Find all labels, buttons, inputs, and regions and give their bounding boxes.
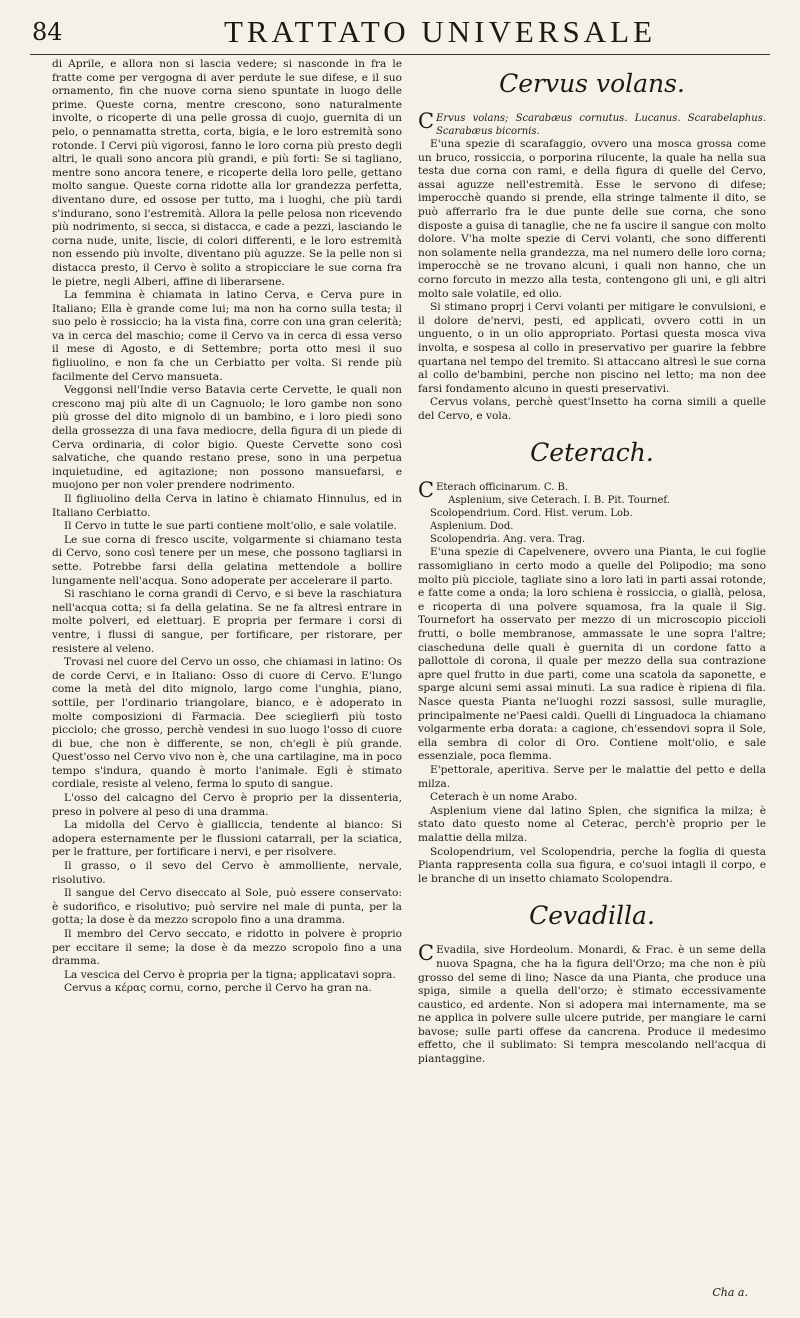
catchword: Cha a.: [712, 1286, 748, 1299]
paragraph: Ceterach è un nome Arabo.: [430, 791, 578, 804]
paragraph: E'una spezie di scarafaggio, ovvero una mosca grossa come un bruco, rossiccia, o porporina rilucente, la quale ha nella sua testa due corna con rami, e della figura di quelle del Cervo, assai aguzze nell'estremità. Esse le servono di difese; imperocchè quando si prende, ella stringe talmente il dito, se può afferrarlo fra le due punte delle sue corna, che sono disposte a guisa di tanaglie, che ne fa uscire il sangue con molto dolore. V'ha molte spezie di Cervi volanti, che sono differenti non solamente nella grandezza, ma nel numero delle loro corna; imperocchè se ne trovano alcuni, i quali non hanno, che un corno forcuto in mezzo alla testa, contengono gli uni, e gli altri molto sale volatile, ed olio.: [418, 138, 766, 300]
paragraph: Si raschiano le corna grandi di Cervo, e si beve la raschiatura nell'acqua cotta; si fa della gelatina. Se ne fa altresì entrare in molte polveri, ed elettuarj. E propria per fermare i corsi di ventre, i flussi di sangue, per fortificare, per ristorare, per resistere al veleno.: [52, 588, 402, 655]
synonym-line: Scolopendria. Ang. vera. Trag.: [430, 534, 586, 546]
entry-heading-cevadilla: Cevadilla.: [529, 901, 655, 931]
synonyms: [418, 109, 766, 138]
synonym-line: Asplenium. Dod.: [430, 521, 514, 533]
paragraph: Veggonsi nell'Indie verso Batavia certe Cervette, le quali non crescono maj più alte di un Cagnuolo; le loro gambe non sono più grosse del dito mignolo di un bambino, e i loro piedi sono della grossezza di una fava mediocre, della figura di un piede di Cerva ordinaria, di color bigio. Queste Cervette sono così salvatiche, che quando restano prese, sono in una perpetua inquietudine, ed agitazione; non possono mansuefarsi, e muojono per non voler prendere nodrimento.: [52, 384, 402, 492]
page-header: [30, 10, 770, 55]
synonym-line: Ervus volans; Scarabæus cornutus. Lucanus. Scarabelaphus. Scarabæus bicornis.: [436, 113, 766, 137]
paragraph: Si stimano proprj i Cervi volanti per mitigare le convulsioni, e il dolore de'nervi, pesti, ed applicati, ovvero cotti in un unguento, o in un olio appropriato. Portasi questa mosca viva involta, e sospesa al collo in preservativo per guarire la febbre quartana nel tempo del tremito. Si attaccano altresì le sue corna al collo de'bambini, perche non piscino nel letto; ma non dee farsi fondamento alcuno in questi preservativi.: [418, 301, 766, 395]
entry-heading-ceterach: Ceterach.: [530, 438, 654, 468]
paragraph: Cervus a κέρας cornu, corno, perche il Cervo ha gran na.: [64, 982, 372, 995]
running-title: TRATTATO UNIVERSALE: [223, 14, 656, 49]
paragraph: Il membro del Cervo seccato, e ridotto in polvere è proprio per eccitare il seme; la dose è da mezzo scropolo fino a una dramma.: [52, 928, 402, 968]
paragraph: Scolopendrium, vel Scolopendria, perche la foglia di questa Pianta rappresenta colla sua figura, e co'suoi intagli il corpo, e le branche di un insetto chiamato Scolopendra.: [418, 845, 766, 885]
left-column: [52, 58, 402, 996]
paragraph: Il grasso, o il sevo del Cervo è ammolliente, nervale, risolutivo.: [52, 860, 402, 886]
paragraph: E'una spezie di Capelvenere, ovvero una Pianta, le cui foglie rassomigliano in certo modo a quelle del Polipodio; ma sono molto più picciole, tagliate sino a loro lati in parti assai rotonde, e fatte come a onda; la loro schiena è rossiccia, o giallà, pelosa, e ricoperta di una polvere squamosa, fra la quale il Sig. Tournefort ha osservato per mezzo di un microscopio piccioli frutti, o bolle membranose, ammassate le une sopra l'altre; ciascheduna delle quali è guernita di un cordone fatto a pallottole di corona, il quale per mezzo della sua contrazione apre quel frutto in due parti, come una scatola da saponette, e sparge alcuni semi assai minuti. La sua radice è ripiena di fila. Nasce questa Pianta ne'luoghi rozzi sassosi, sulle muraglie, principalmente ne'Paesi caldi. Quelli di Linguadoca la chiamano volgarmente erba dorata: a cagione, ch'essendovi sopra il Sole, ella sembra di color di Oro. Contiene molt'olio, e sale essenziale, poca flemma.: [418, 546, 766, 763]
paragraph: La femmina è chiamata in latino Cerva, e Cerva pure in Italiano; Ella è grande come lui; ma non ha corno sulla testa; il suo pelo è rossiccio; ha la vista fina, corre con una gran celerità; va in cerca del maschio; come il Cervo va in cerca di essa verso il mese di Agosto, e di Settembre; porta otto mesi il suo figliuolino, e non fa che un Cerbiatto per volta. Si rende più facilmente del Cervo mansueta.: [52, 289, 402, 383]
synonym-line: Asplenium, sive Ceterach. I. B. Pit. Tournef.: [448, 495, 670, 507]
paragraph: Trovasi nel cuore del Cervo un osso, che chiamasi in latino: Os de corde Cervi, e in Italiano: Osso di cuore di Cervo. E'lungo come la metà del dito mignolo, largo come l'unghia, piano, sottile, per l'ordinario triangolare, bianco, e è adoperato in molte composizioni di Farmacia. Dee scieglierfi più tosto picciolo; che grosso, perchè vendesi in suo luogo l'osso di cuore di bue, che non è differente, se non, ch'egli è più grande. Quest'osso nel Cervo vivo non è, che una cartilagine, ma in poco tempo s'indura, quando è morto l'animale. Egli è stimato cordiale, resiste al veleno, ferma lo sputo di sangue.: [52, 656, 402, 791]
right-column: [418, 58, 766, 1067]
synonym-line: Scolopendrium. Cord. Hist. verum. Lob.: [430, 508, 633, 520]
paragraph-text: Evadila, sive Hordeolum. Monardi, & Frac. è un seme della nuova Spagna, che ha la figura dell'Orzo; ma che non è più grosso del seme di lino; Nasce da una Pianta, che produce una spiga, simile a quella dell'orzo; è stimato eccessivamente caustico, ed ardente. Non si adopera mai internamente, ma se ne applica in polvere sulle ulcere putride, per mangiare le carni bavose; sulle parti offese da cancrena. Produce il medesimo effetto, che il sublimato: Si tempra mescolando nell'acqua di piantaggine.: [418, 944, 766, 1066]
entry-heading-cervus-volans: Cervus volans.: [499, 69, 685, 98]
paragraph: di Aprile, e allora non si lascia vedere; si nasconde in fra le fratte come per vergogna di aver perdute le sue difese, e il suo ornamento, fin che nuove corna sieno spuntate in luogo delle prime. Queste corna, mentre crescono, sono naturalmente involte, o ricoperte di una pelle grossa di cuojo, guernita di un pelo, o pennamatta stretta, corta, bigia, e le loro estremità sono rotonde. I Cervi più vigorosi, fanno le loro corna più presto degli altri, le quali sono ancora più grandi, e più forti: Se si tagliano, mentre sono ancora tenere, e ricoperte della loro pelle, gettano molto sangue. Queste corna ridotte alla lor grandezza perfetta, diventano dure, ed ossose per tutto, ma i luoghi, che più tardi s'indurano, sono l'estremità. Allora la pelle pelosa non ricevendo più nodrimento, si secca, si distacca, e cade a pezzi, lasciando le corna nude, unite, liscie, di colori differenti, e le loro estremità non essendo più involte, diventano più aguzze. Se la pelle non si distacca presto, il Cervo è solito a stropicciare le sue corna fra le pietre, negli Alberi, affine di liberarsene.: [52, 58, 402, 288]
paragraph: La vescica del Cervo è propria per la tigna; applicatavi sopra.: [64, 968, 396, 981]
drop-cap-c: C: [418, 109, 435, 133]
paragraph: Le sue corna di fresco uscite, volgarmente si chiamano testa di Cervo, sono così tenere per un mese, che possono tagliarsi in sette. Potrebbe farsi della gelatina mettendole a bollire lungamente nell'acqua. Sono adoperate per accelerare il parto.: [52, 533, 402, 587]
paragraph: Cervus volans, perchè quest'Insetto ha corna simili a quelle del Cervo, e vola.: [418, 396, 766, 422]
paragraph: Asplenium viene dal latino Splen, che significa la milza; è stato dato questo nome al Ceterac, perch'è proprio per le malattie della milza.: [418, 804, 766, 844]
drop-cap-c: C: [418, 941, 435, 966]
paragraph: Il sangue del Cervo diseccato al Sole, può essere conservato: è sudorifico, e risolutivo; può servire nel male di punta, per la gotta; la dose è da mezzo scropolo fino a una dramma.: [52, 887, 402, 927]
drop-cap-c: C: [418, 478, 435, 503]
synonym-text: Eterach officinarum. C. B.: [436, 482, 569, 494]
paragraph: Il Cervo in tutte le sue parti contiene molt'olio, e sale volatile.: [64, 520, 397, 533]
paragraph: E'pettorale, aperitiva. Serve per le malattie del petto e della milza.: [418, 763, 766, 790]
page-number: 84: [32, 18, 63, 46]
paragraph: La midolla del Cervo è gialliccia, tendente al bianco: Si adopera esternamente per le flussioni catarrali, per la sciatica, per le fratture, per fortificare i nervi, e per risolvere.: [52, 819, 402, 859]
paragraph: L'osso del calcagno del Cervo è proprio per la dissenteria, preso in polvere al peso di una dramma.: [52, 792, 402, 818]
paragraph: Il figliuolino della Cerva in latino è chiamato Hinnulus, ed in Italiano Cerbiatto.: [52, 493, 402, 519]
paragraph: [418, 941, 766, 1066]
